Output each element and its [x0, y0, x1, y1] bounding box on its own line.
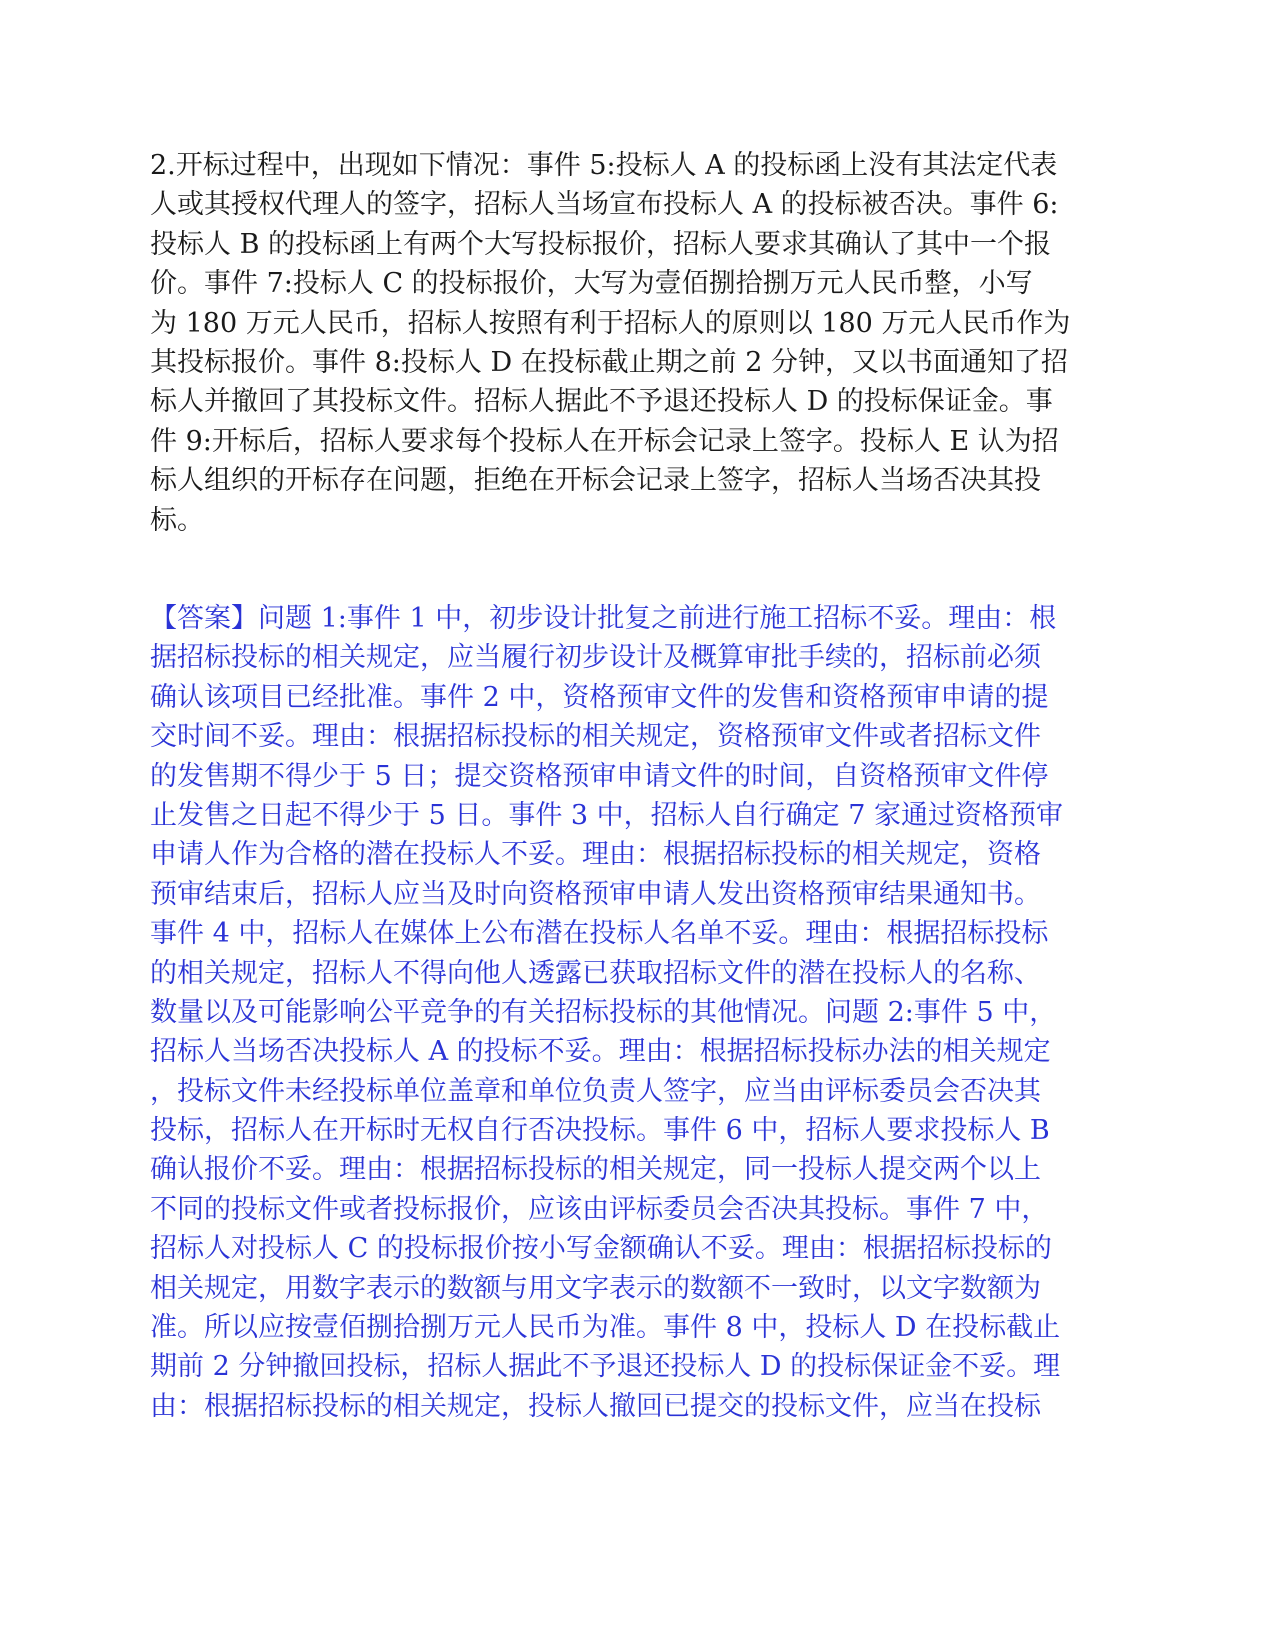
question-line: 为 180 万元人民币，招标人按照有利于招标人的原则以 180 万元人民币作为 [150, 307, 1071, 339]
answer-line: 事件 4 中，招标人在媒体上公布潜在投标人名单不妥。理由：根据招标投标 [150, 918, 1049, 950]
question-line: 件 9:开标后，招标人要求每个投标人在开标会记录上签字。投标人 E 认为招 [150, 425, 1059, 457]
answer-line: 投标，招标人在开标时无权自行否决投标。事件 6 中，招标人要求投标人 B [150, 1115, 1050, 1147]
answer-paragraph [150, 599, 1130, 1426]
answer-line: 交时间不妥。理由：根据招标投标的相关规定，资格预审文件或者招标文件 [150, 721, 1041, 753]
answer-line: 招标人对投标人 C 的投标报价按小写金额确认不妥。理由：根据招标投标的 [150, 1233, 1052, 1265]
answer-line: 准。所以应按壹佰捌拾捌万元人民币为准。事件 8 中，投标人 D 在投标截止 [150, 1312, 1061, 1344]
question-line: 人或其授权代理人的签字，招标人当场宣布投标人 A 的投标被否决。事件 6: [150, 189, 1059, 221]
answer-line: 由：根据招标投标的相关规定，投标人撤回已提交的投标文件，应当在投标 [150, 1390, 1041, 1422]
answer-line: 【答案】问题 1:事件 1 中，初步设计批复之前进行施工招标不妥。理由：根 [150, 603, 1057, 634]
question-line: 2.开标过程中，出现如下情况：事件 5:投标人 A 的投标函上没有其法定代表 [150, 150, 1058, 181]
answer-line: ，投标文件未经投标单位盖章和单位负责人签字，应当由评标委员会否决其 [150, 1075, 1041, 1107]
answer-line: 申请人作为合格的潜在投标人不妥。理由：根据招标投标的相关规定，资格 [150, 839, 1041, 871]
answer-line: 预审结束后，招标人应当及时向资格预审申请人发出资格预审结果通知书。 [150, 878, 1041, 910]
question-line: 价。事件 7:投标人 C 的投标报价，大写为壹佰捌拾捌万元人民币整，小写 [150, 268, 1033, 300]
question-line: 其投标报价。事件 8:投标人 D 在投标截止期之前 2 分钟，又以书面通知了招 [150, 346, 1069, 378]
answer-line: 据招标投标的相关规定，应当履行初步设计及概算审批手续的，招标前必须 [150, 642, 1041, 674]
question-paragraph [150, 146, 1130, 540]
answer-line: 不同的投标文件或者投标报价，应该由评标委员会否决其投标。事件 7 中， [150, 1193, 1049, 1225]
answer-line: 相关规定，用数字表示的数额与用文字表示的数额不一致时，以文字数额为 [150, 1272, 1041, 1304]
answer-line: 数量以及可能影响公平竞争的有关招标投标的其他情况。问题 2:事件 5 中， [150, 996, 1057, 1028]
question-line: 标。 [150, 504, 204, 536]
question-line: 投标人 B 的投标函上有两个大写投标报价，招标人要求其确认了其中一个报 [150, 228, 1052, 260]
question-line: 标人并撤回了其投标文件。招标人据此不予退还投标人 D 的投标保证金。事 [150, 386, 1053, 418]
answer-line: 止发售之日起不得少于 5 日。事件 3 中，招标人自行确定 7 家通过资格预审 [150, 799, 1064, 831]
answer-line: 确认该项目已经批准。事件 2 中，资格预审文件的发售和资格预审申请的提 [150, 681, 1049, 713]
answer-line: 招标人当场否决投标人 A 的投标不妥。理由：根据招标投标办法的相关规定 [150, 1036, 1051, 1068]
question-line: 标人组织的开标存在问题，拒绝在开标会记录上签字，招标人当场否决其投 [150, 465, 1041, 497]
answer-line: 期前 2 分钟撤回投标，招标人据此不予退还投标人 D 的投标保证金不妥。理 [150, 1351, 1061, 1383]
answer-line: 的发售期不得少于 5 日；提交资格预审申请文件的时间，自资格预审文件停 [150, 760, 1049, 792]
answer-line: 确认报价不妥。理由：根据招标投标的相关规定，同一投标人提交两个以上 [150, 1154, 1041, 1186]
answer-line: 的相关规定，招标人不得向他人透露已获取招标文件的潜在投标人的名称、 [150, 957, 1041, 989]
